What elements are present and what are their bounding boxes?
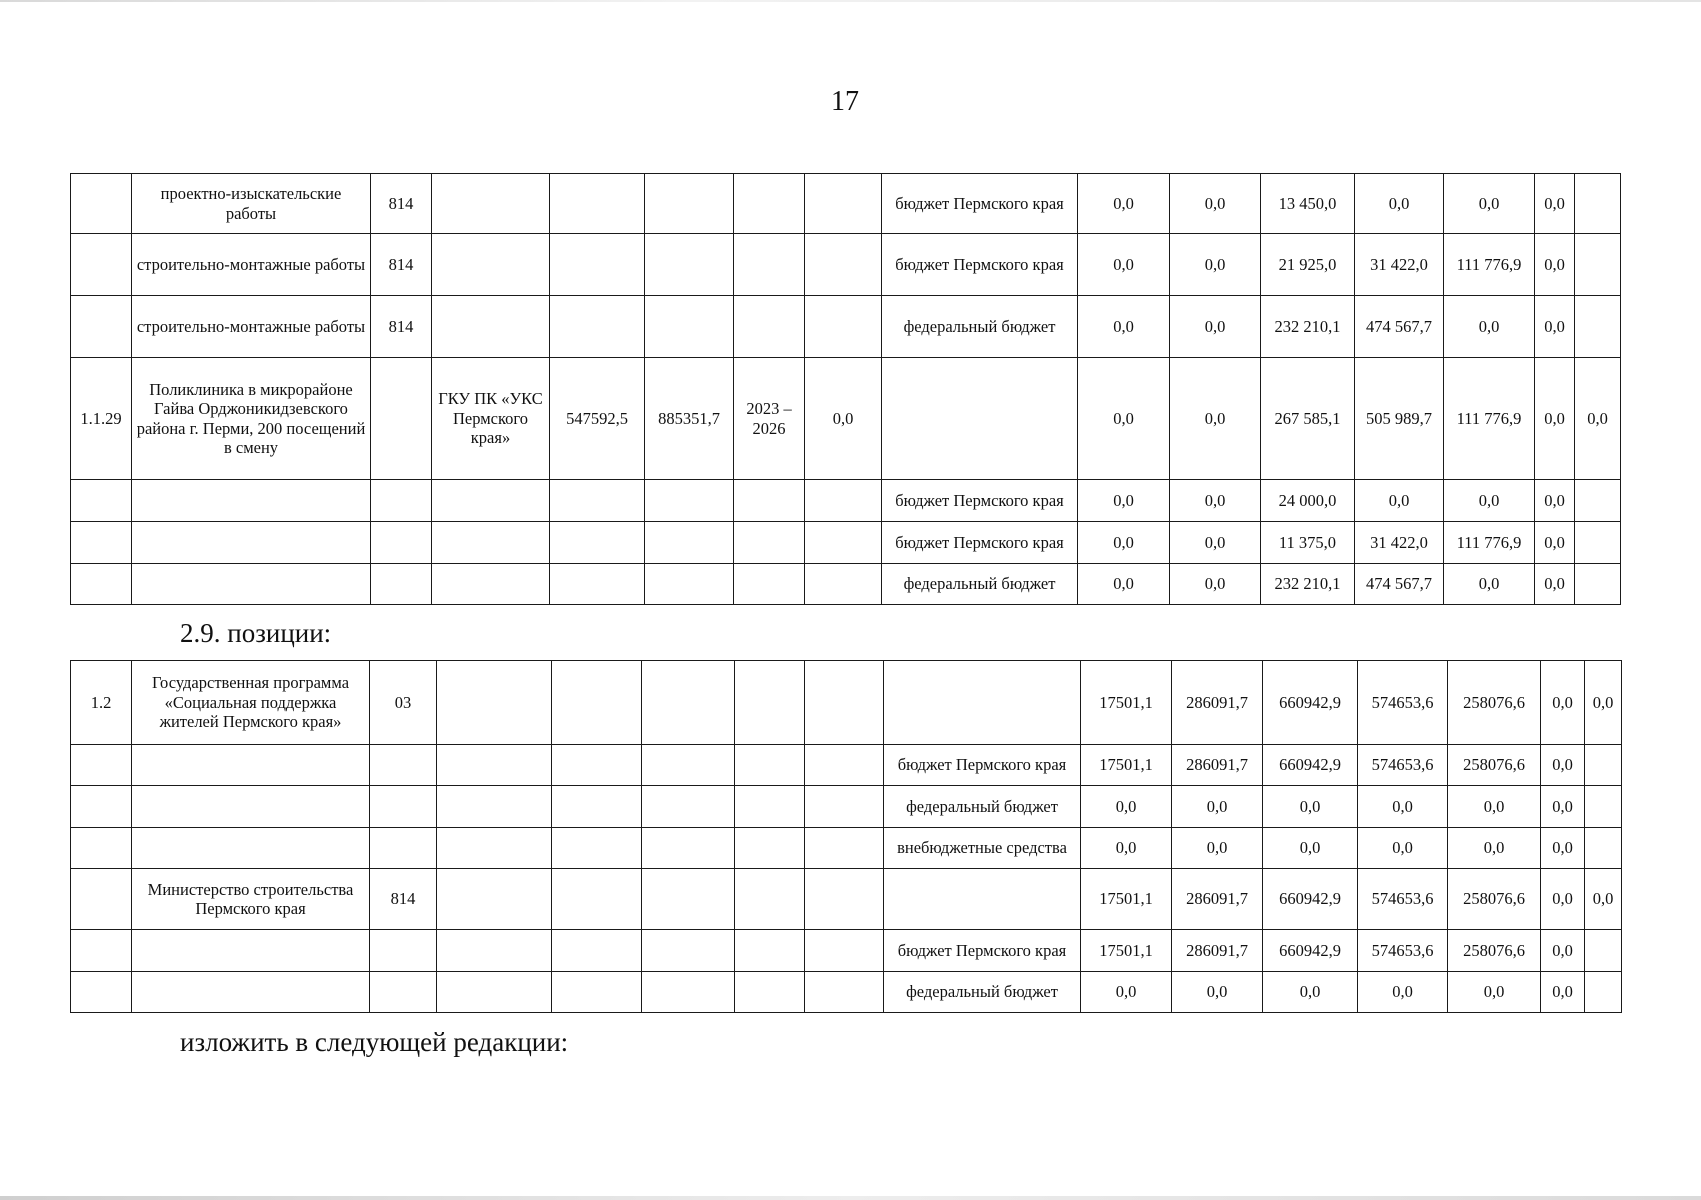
table-cell (132, 930, 370, 972)
table-cell: бюджет Пермского края (882, 522, 1078, 564)
table-cell: 0,0 (1081, 828, 1172, 869)
table-cell: 17501,1 (1081, 745, 1172, 786)
table-cell (552, 828, 642, 869)
table-cell (1575, 564, 1621, 605)
table-row (71, 522, 1621, 564)
table-cell (735, 786, 805, 828)
table-cell (550, 296, 645, 358)
table-cell (805, 972, 884, 1013)
table-cell (805, 661, 884, 745)
table-cell (71, 234, 132, 296)
table-cell (432, 174, 550, 234)
table-cell: 0,0 (1541, 972, 1585, 1013)
table-cell (735, 930, 805, 972)
table-cell: Поликлиника в микрорайоне Гайва Орджоникидзевского района г. Перми, 200 посещений в смену (132, 358, 371, 480)
table-row (71, 828, 1622, 869)
table-cell: 17501,1 (1081, 869, 1172, 930)
table-cell (805, 522, 882, 564)
table-cell: 0,0 (1170, 480, 1261, 522)
table-cell: 0,0 (1170, 234, 1261, 296)
table-cell: 0,0 (1078, 480, 1170, 522)
table-cell: 286091,7 (1172, 745, 1263, 786)
table-cell (132, 522, 371, 564)
table-cell: внебюджетные средства (884, 828, 1081, 869)
table-cell: 0,0 (1078, 296, 1170, 358)
table-cell (432, 480, 550, 522)
table-cell (370, 930, 437, 972)
table-cell: 0,0 (1078, 358, 1170, 480)
table-cell: 258076,6 (1448, 661, 1541, 745)
table-cell: 0,0 (1535, 522, 1575, 564)
table-cell: 660942,9 (1263, 745, 1358, 786)
table-cell: 0,0 (1172, 972, 1263, 1013)
table-cell: 574653,6 (1358, 661, 1448, 745)
table-row (71, 296, 1621, 358)
table-cell: 111 776,9 (1444, 234, 1535, 296)
table-cell: 0,0 (1355, 174, 1444, 234)
table-cell (645, 480, 734, 522)
table-cell: 0,0 (1541, 786, 1585, 828)
table-cell (437, 828, 552, 869)
table-cell: 232 210,1 (1261, 296, 1355, 358)
table-cell: 0,0 (1535, 174, 1575, 234)
table-cell: 814 (370, 869, 437, 930)
table-cell (645, 296, 734, 358)
table-row (71, 358, 1621, 480)
table-cell: 0,0 (1081, 972, 1172, 1013)
table-cell: 0,0 (1535, 564, 1575, 605)
table-cell: 0,0 (1078, 174, 1170, 234)
table-cell: 0,0 (1170, 358, 1261, 480)
table-cell (805, 174, 882, 234)
table-cell: 814 (371, 174, 432, 234)
table-cell: 0,0 (1535, 480, 1575, 522)
table-cell: бюджет Пермского края (882, 174, 1078, 234)
table-cell (71, 564, 132, 605)
scan-edge-bottom (0, 1196, 1701, 1200)
table-row (71, 234, 1621, 296)
table-cell (645, 234, 734, 296)
table-cell: бюджет Пермского края (884, 930, 1081, 972)
table-cell: федеральный бюджет (884, 972, 1081, 1013)
table-cell (882, 358, 1078, 480)
table-cell: 0,0 (1078, 564, 1170, 605)
table-cell (805, 869, 884, 930)
table-cell: 11 375,0 (1261, 522, 1355, 564)
table-cell: 232 210,1 (1261, 564, 1355, 605)
table-cell (550, 480, 645, 522)
table-cell (734, 174, 805, 234)
table-cell (735, 869, 805, 930)
table-cell: 814 (371, 296, 432, 358)
table-cell: 0,0 (1541, 828, 1585, 869)
table-cell (805, 930, 884, 972)
table-cell: 0,0 (1170, 174, 1261, 234)
table-cell (1575, 174, 1621, 234)
table-cell (71, 786, 132, 828)
table-cell: 21 925,0 (1261, 234, 1355, 296)
table-row (71, 174, 1621, 234)
table-cell (735, 661, 805, 745)
table-cell (432, 296, 550, 358)
table-cell (735, 745, 805, 786)
table-cell: 0,0 (1263, 828, 1358, 869)
table-cell: 0,0 (1444, 174, 1535, 234)
table-cell: 0,0 (1541, 930, 1585, 972)
table-cell: 0,0 (1172, 786, 1263, 828)
table-cell (735, 972, 805, 1013)
table-cell: 258076,6 (1448, 745, 1541, 786)
table-cell (550, 234, 645, 296)
table-cell: 0,0 (1575, 358, 1621, 480)
table-cell: 2023 – 2026 (734, 358, 805, 480)
table-cell: федеральный бюджет (884, 786, 1081, 828)
table-cell: 0,0 (1358, 972, 1448, 1013)
table-cell: Министерство строительства Пермского края (132, 869, 370, 930)
table-cell (805, 786, 884, 828)
table-cell: 286091,7 (1172, 869, 1263, 930)
table-cell: 660942,9 (1263, 869, 1358, 930)
table-cell: 0,0 (1170, 296, 1261, 358)
table-cell: 111 776,9 (1444, 358, 1535, 480)
table-cell: 111 776,9 (1444, 522, 1535, 564)
table-cell: 0,0 (1081, 786, 1172, 828)
table-cell (645, 564, 734, 605)
table-cell (371, 358, 432, 480)
table-cell: 17501,1 (1081, 930, 1172, 972)
table-cell (437, 661, 552, 745)
table-cell: бюджет Пермского края (882, 234, 1078, 296)
table-cell (552, 930, 642, 972)
table-cell: строительно-монтажные работы (132, 296, 371, 358)
table-cell: 0,0 (805, 358, 882, 480)
table-cell: бюджет Пермского края (882, 480, 1078, 522)
budget-table-1 (70, 173, 1621, 605)
table-cell (132, 480, 371, 522)
table-cell: 0,0 (1355, 480, 1444, 522)
section-label: 2.9. позиции: (180, 618, 332, 648)
table-cell (71, 480, 132, 522)
table-cell (71, 174, 132, 234)
budget-table-2 (70, 660, 1622, 1013)
table-cell: 0,0 (1444, 564, 1535, 605)
table-cell: 0,0 (1263, 972, 1358, 1013)
table-cell (1575, 296, 1621, 358)
table-cell: 574653,6 (1358, 869, 1448, 930)
table-cell: 0,0 (1448, 828, 1541, 869)
table-cell (645, 522, 734, 564)
table-cell (884, 661, 1081, 745)
table-cell (370, 828, 437, 869)
table-cell (71, 745, 132, 786)
table-cell: строительно-монтажные работы (132, 234, 371, 296)
table-cell (735, 828, 805, 869)
closing-text: изложить в следующей редакции: (180, 1027, 569, 1057)
table-cell (371, 480, 432, 522)
table-cell: Государственная программа «Социальная поддержка жителей Пермского края» (132, 661, 370, 745)
table-cell (437, 869, 552, 930)
table-cell (552, 745, 642, 786)
table-cell (805, 564, 882, 605)
table-cell (552, 661, 642, 745)
table-cell: 13 450,0 (1261, 174, 1355, 234)
table-cell: бюджет Пермского края (884, 745, 1081, 786)
table-cell: федеральный бюджет (882, 564, 1078, 605)
table-cell (552, 786, 642, 828)
table-cell: 31 422,0 (1355, 522, 1444, 564)
table-cell (805, 296, 882, 358)
table-cell (132, 745, 370, 786)
table-cell (642, 930, 735, 972)
table-cell (734, 564, 805, 605)
table-cell (71, 296, 132, 358)
table-cell: 258076,6 (1448, 869, 1541, 930)
table-cell (71, 869, 132, 930)
table-row (71, 869, 1622, 930)
table-cell: 0,0 (1444, 480, 1535, 522)
table-row (71, 564, 1621, 605)
table-cell: 0,0 (1585, 661, 1622, 745)
table-cell: 258076,6 (1448, 930, 1541, 972)
table-row (71, 786, 1622, 828)
table-cell (437, 786, 552, 828)
table-cell (805, 745, 884, 786)
table-cell: 474 567,7 (1355, 296, 1444, 358)
table-cell (734, 522, 805, 564)
table-cell (552, 972, 642, 1013)
table-cell (642, 745, 735, 786)
table-cell (552, 869, 642, 930)
table-cell (642, 661, 735, 745)
table-cell: 0,0 (1358, 828, 1448, 869)
table-cell: 0,0 (1541, 745, 1585, 786)
table-row (71, 745, 1622, 786)
table-cell (805, 480, 882, 522)
table-cell: 660942,9 (1263, 661, 1358, 745)
table-cell: 17501,1 (1081, 661, 1172, 745)
table-cell (645, 174, 734, 234)
table-cell (71, 828, 132, 869)
table-cell (132, 564, 371, 605)
table-cell: 03 (370, 661, 437, 745)
table-cell (437, 972, 552, 1013)
table-cell: 286091,7 (1172, 661, 1263, 745)
table-cell (642, 828, 735, 869)
table-cell: 0,0 (1172, 828, 1263, 869)
table-cell (550, 522, 645, 564)
table-cell: проектно-изыскательские работы (132, 174, 371, 234)
table-cell (1585, 745, 1622, 786)
table-cell (370, 972, 437, 1013)
table-cell: 286091,7 (1172, 930, 1263, 972)
table-cell (71, 930, 132, 972)
table-cell (1585, 828, 1622, 869)
table-row (71, 661, 1622, 745)
table-cell (734, 234, 805, 296)
table-cell (432, 564, 550, 605)
table-cell: 574653,6 (1358, 745, 1448, 786)
table-cell: 474 567,7 (1355, 564, 1444, 605)
table-row (71, 930, 1622, 972)
table-cell: 547592,5 (550, 358, 645, 480)
table-cell (734, 296, 805, 358)
table-cell (1585, 972, 1622, 1013)
table-cell (1575, 234, 1621, 296)
table-cell: 0,0 (1170, 564, 1261, 605)
table-cell: 0,0 (1448, 786, 1541, 828)
table-cell (132, 828, 370, 869)
table-cell: 0,0 (1358, 786, 1448, 828)
table-cell: 0,0 (1585, 869, 1622, 930)
table-cell: 0,0 (1535, 296, 1575, 358)
page-number: 17 (831, 86, 859, 117)
table-cell (432, 234, 550, 296)
table-cell (71, 972, 132, 1013)
table-row (71, 480, 1621, 522)
table-cell (71, 522, 132, 564)
table-cell (370, 786, 437, 828)
table-cell (1585, 786, 1622, 828)
table-cell (805, 828, 884, 869)
table-cell: 1.1.29 (71, 358, 132, 480)
table-cell: 505 989,7 (1355, 358, 1444, 480)
table-cell (1575, 480, 1621, 522)
table-cell: федеральный бюджет (882, 296, 1078, 358)
table-cell: 0,0 (1535, 234, 1575, 296)
table-cell (371, 522, 432, 564)
table-cell (370, 745, 437, 786)
table-cell (371, 564, 432, 605)
table-cell (432, 522, 550, 564)
table-cell: 0,0 (1170, 522, 1261, 564)
table-cell (642, 786, 735, 828)
table-cell: 0,0 (1535, 358, 1575, 480)
table-cell: 0,0 (1078, 234, 1170, 296)
table-cell: 1.2 (71, 661, 132, 745)
table-cell (642, 972, 735, 1013)
table-cell (132, 786, 370, 828)
table-cell: 0,0 (1444, 296, 1535, 358)
table-cell: 0,0 (1263, 786, 1358, 828)
table-cell (805, 234, 882, 296)
table-cell (132, 972, 370, 1013)
table-cell (550, 174, 645, 234)
table-cell (1585, 930, 1622, 972)
table-cell: 0,0 (1541, 869, 1585, 930)
table-cell (437, 930, 552, 972)
table-cell: 885351,7 (645, 358, 734, 480)
table-cell: 574653,6 (1358, 930, 1448, 972)
table-cell (437, 745, 552, 786)
table-cell (642, 869, 735, 930)
table-cell (550, 564, 645, 605)
table-cell: 814 (371, 234, 432, 296)
table-cell: 24 000,0 (1261, 480, 1355, 522)
table-cell: ГКУ ПК «УКС Пермского края» (432, 358, 550, 480)
table-row (71, 972, 1622, 1013)
table-cell (734, 480, 805, 522)
table-cell: 0,0 (1448, 972, 1541, 1013)
table-cell (884, 869, 1081, 930)
table-cell (1575, 522, 1621, 564)
table-cell: 0,0 (1078, 522, 1170, 564)
scan-edge-top (0, 0, 1701, 2)
table-cell: 31 422,0 (1355, 234, 1444, 296)
table-cell: 267 585,1 (1261, 358, 1355, 480)
table-cell: 0,0 (1541, 661, 1585, 745)
table-cell: 660942,9 (1263, 930, 1358, 972)
